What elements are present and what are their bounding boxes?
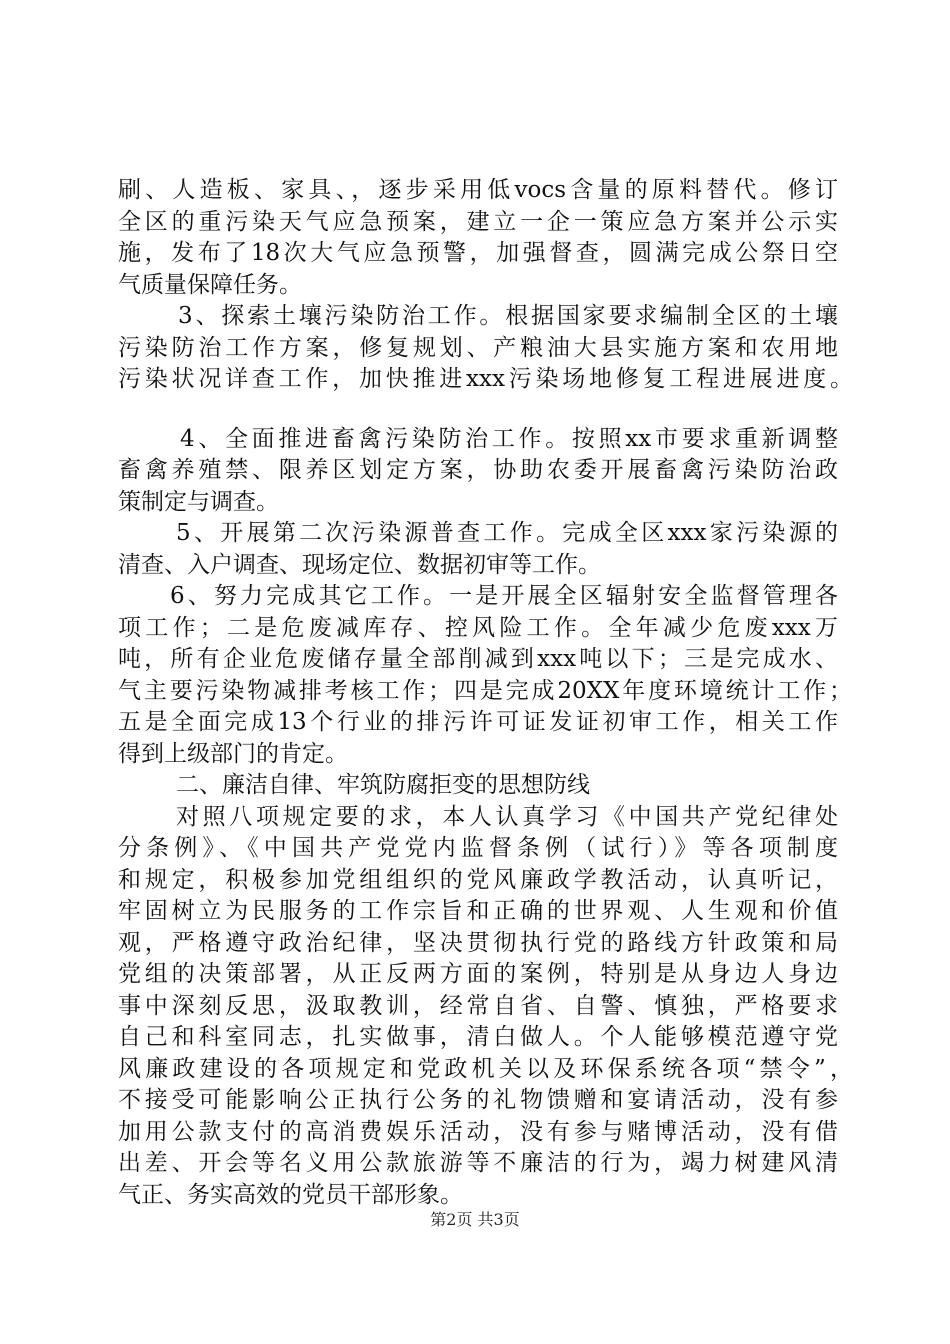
text-line: 3、探索土壤污染防治工作。根据国家要求编制全区的土壤 [178, 303, 838, 329]
text-line: 自己和科室同志，扎实做事，清白做人。个人能够模范遵守党 [118, 1024, 838, 1050]
text-line: 出差、开会等名义用公款旅游等不廉洁的行为，竭力树建风清 [118, 1150, 838, 1176]
text-line: 气主要污染物减排考核工作；四是完成20XX年度环境统计工作； [118, 677, 852, 704]
text-line: 党组的决策部署，从正反两方面的案例，特别是从身边人身边 [118, 961, 838, 987]
text-line: 污染状况详查工作，加快推进xxx污染场地修复工程进展进度。 [118, 366, 853, 392]
text-line: 对照八项规定要的求，本人认真学习《中国共产党纪律处 [176, 803, 838, 830]
text-line: 策制定与调查。 [118, 488, 279, 515]
text-line: 吨，所有企业危废储存量全部削减到xxx吨以下；三是完成水、 [118, 646, 838, 672]
text-line: 五是全面完成13个行业的排污许可证发证初审工作，相关工作 [118, 709, 838, 735]
text-line: 和规定，积极参加党组组织的党风廉政学教活动，认真听记， [118, 866, 838, 893]
text-line: 刷、人造板、家具、，逐步采用低vocs含量的原料替代。修订 [118, 177, 838, 203]
text-line: 项工作；二是危废减库存、控风险工作。全年减少危废xxx万 [118, 614, 838, 641]
text-line: 牢固树立为民服务的工作宗旨和正确的世界观、人生观和价值 [118, 898, 838, 924]
text-line: 气质量保障任务。 [118, 271, 302, 298]
text-line: 气正、务实高效的党员干部形象。 [118, 1181, 463, 1208]
text-line: 畜禽养殖禁、限养区划定方案，协助农委开展畜禽污染防治政 [118, 457, 838, 483]
page-footer: 第2页 共3页 [430, 1210, 520, 1229]
text-line: 加用公款支付的高消费娱乐活动，没有参与赌博活动，没有借 [118, 1118, 838, 1145]
text-line: 不接受可能影响公正执行公务的礼物馈赠和宴请活动，没有参 [118, 1087, 838, 1113]
text-line: 6、努力完成其它工作。一是开展全区辐射安全监督管理各 [170, 583, 838, 609]
text-line: 污染防治工作方案，修复规划、产粮油大县实施方案和农用地 [118, 334, 838, 361]
text-line: 5、开展第二次污染源普查工作。完成全区xxx家污染源的 [176, 520, 838, 546]
section-heading: 二、廉洁自律、牢筑防腐拒变的思想防线 [176, 772, 590, 798]
paragraph-gap [118, 396, 838, 424]
text-line: 分条例》、《中国共产党党内监督条例（试行）》等各项制度 [118, 835, 838, 861]
document-body [118, 175, 853, 1211]
text-line: 得到上级部门的肯定。 [118, 740, 348, 767]
text-line: 观，严格遵守政治纪律，坚决贯彻执行党的路线方针政策和局 [118, 929, 838, 956]
text-line: 风廉政建设的各项规定和党政机关以及环保系统各项“禁令”， [118, 1055, 853, 1082]
text-line: 全区的重污染天气应急预案，建立一企一策应急方案并公示实 [118, 208, 838, 235]
text-line: 清查、入户调查、现场定位、数据初审等工作。 [118, 551, 601, 578]
text-line: 4、全面推进畜禽污染防治工作。按照xx市要求重新调整 [180, 425, 838, 452]
text-line: 施，发布了18次大气应急预警，加强督查，圆满完成公祭日空 [118, 240, 838, 266]
text-line: 事中深刻反思，汲取教训，经常自省、自警、慎独，严格要求 [118, 992, 838, 1019]
